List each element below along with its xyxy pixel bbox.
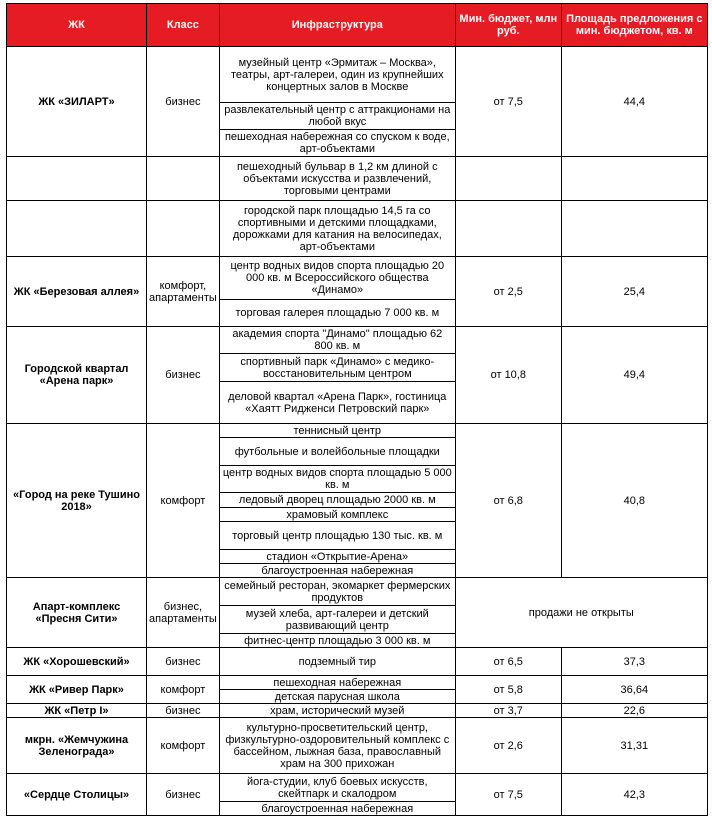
header-area: Площадь предложения с мин. бюджетом, кв. м (561, 4, 707, 47)
min-budget: от 5,8 (455, 676, 561, 704)
infrastructure-item: пешеходная набережная со спуском к воде, арт-объектами (219, 130, 455, 157)
table-row (7, 578, 708, 606)
infrastructure-item: музей хлеба, арт-галереи и детский развивающий центр (219, 606, 455, 634)
table-row (7, 47, 708, 103)
min-budget: от 6,5 (455, 648, 561, 676)
table-row (7, 201, 708, 257)
offer-area: 42,3 (561, 774, 707, 816)
header-min-budget: Мин. бюджет, млн руб. (455, 4, 561, 47)
complex-name: мкрн. «Жемчужина Зеленограда» (7, 718, 147, 774)
infrastructure-item: благоустроенная набережная (219, 802, 455, 816)
table-row (7, 704, 708, 718)
complex-name: Апарт-комплекс «Пресня Сити» (7, 578, 147, 648)
infrastructure-item: пешеходная набережная (219, 676, 455, 690)
min-budget: от 2,6 (455, 718, 561, 774)
table-row (7, 257, 708, 300)
complex-name: Городской квартал «Арена парк» (7, 327, 147, 424)
infrastructure-item: ледовый дворец площадью 2000 кв. м (219, 493, 455, 508)
complex-class: бизнес (147, 704, 220, 718)
empty-cell (147, 201, 220, 257)
infrastructure-item: торговая галерея площадью 7 000 кв. м (219, 300, 455, 327)
offer-area: 25,4 (561, 257, 707, 327)
complex-class: комфорт (147, 718, 220, 774)
table-row (7, 327, 708, 354)
header-infrastructure: Инфраструктура (219, 4, 455, 47)
min-budget: от 3,7 (455, 704, 561, 718)
infrastructure-item: торговый центр площадью 130 тыс. кв. м (219, 522, 455, 550)
infrastructure-item: йога-студии, клуб боевых искусств, скейтпарк и скалодром (219, 774, 455, 802)
empty-cell (455, 201, 561, 257)
sales-status: продажи не открыты (455, 578, 707, 648)
header-row (7, 4, 708, 47)
complex-name: ЖК «ЗИЛАРТ» (7, 47, 147, 157)
complex-name: «Город на реке Тушино 2018» (7, 424, 147, 578)
infrastructure-item: центр водных видов спорта площадью 5 000 кв. м (219, 466, 455, 493)
infrastructure-item: музейный центр «Эрмитаж – Москва», театры, арт-галереи, один из крупнейших концертных залов в Москве (219, 47, 455, 103)
min-budget: от 2,5 (455, 257, 561, 327)
real-estate-table (6, 3, 708, 816)
complex-name: ЖК «Березовая аллея» (7, 257, 147, 327)
infrastructure-item: футбольные и волейбольные площадки (219, 438, 455, 466)
infrastructure-item: городской парк площадью 14,5 га со спортивными и детскими площадками, дорожками для катания на велосипедах, арт-объектами (219, 201, 455, 257)
infrastructure-item: фитнес-центр площадью 3 000 кв. м (219, 634, 455, 648)
complex-class: бизнес (147, 648, 220, 676)
infrastructure-item: культурно-просветительский центр, физкультурно-оздоровительный комплекс с бассейном, лыжная база, православный храм на 300 прихожан (219, 718, 455, 774)
offer-area: 31,31 (561, 718, 707, 774)
offer-area: 22,6 (561, 704, 707, 718)
min-budget: от 10,8 (455, 327, 561, 424)
complex-class: бизнес (147, 327, 220, 424)
min-budget: от 6,8 (455, 424, 561, 578)
offer-area: 44,4 (561, 47, 707, 157)
infrastructure-item: подземный тир (219, 648, 455, 676)
table-row (7, 648, 708, 676)
complex-name: «Сердце Столицы» (7, 774, 147, 816)
min-budget: от 7,5 (455, 47, 561, 157)
complex-class: комфорт, апартаменты (147, 257, 220, 327)
infrastructure-item: стадион «Открытие-Арена» (219, 550, 455, 564)
empty-cell (561, 157, 707, 201)
empty-cell (147, 157, 220, 201)
empty-cell (7, 201, 147, 257)
infrastructure-item: детская парусная школа (219, 690, 455, 704)
table-row (7, 424, 708, 438)
complex-name: ЖК «Ривер Парк» (7, 676, 147, 704)
infrastructure-item: центр водных видов спорта площадью 20 000 кв. м Всероссийского общества «Динамо» (219, 257, 455, 300)
header-name: ЖК (7, 4, 147, 47)
empty-cell (455, 157, 561, 201)
min-budget: от 7,5 (455, 774, 561, 816)
infrastructure-item: деловой квартал «Арена Парк», гостиница «Хаятт Ридженси Петровский парк» (219, 382, 455, 424)
offer-area: 49,4 (561, 327, 707, 424)
infrastructure-item: академия спорта "Динамо" площадью 62 800 кв. м (219, 327, 455, 354)
complex-name: ЖК «Хорошевский» (7, 648, 147, 676)
complex-name: ЖК «Петр I» (7, 704, 147, 718)
empty-cell (561, 201, 707, 257)
infrastructure-item: развлекательный центр с аттракционами на любой вкус (219, 103, 455, 130)
complex-class: комфорт (147, 424, 220, 578)
table-row (7, 774, 708, 802)
offer-area: 36,64 (561, 676, 707, 704)
infrastructure-item: спортивный парк «Динамо» с медико-восстановительным центром (219, 354, 455, 382)
table-row (7, 718, 708, 774)
complex-class: комфорт (147, 676, 220, 704)
infrastructure-item: благоустроенная набережная (219, 564, 455, 578)
infrastructure-item: пешеходный бульвар в 1,2 км длиной с объектами искусства и развлечений, торговыми центрами (219, 157, 455, 201)
infrastructure-item: семейный ресторан, экомаркет фермерских продуктов (219, 578, 455, 606)
table-row (7, 157, 708, 201)
offer-area: 37,3 (561, 648, 707, 676)
infrastructure-item: храмовый комплекс (219, 508, 455, 522)
offer-area: 40,8 (561, 424, 707, 578)
complex-class: бизнес (147, 47, 220, 157)
complex-class: бизнес (147, 774, 220, 816)
header-class: Класс (147, 4, 220, 47)
infrastructure-item: храм, исторический музей (219, 704, 455, 718)
infrastructure-item: теннисный центр (219, 424, 455, 438)
empty-cell (7, 157, 147, 201)
complex-class: бизнес, апартаменты (147, 578, 220, 648)
table-row (7, 676, 708, 690)
